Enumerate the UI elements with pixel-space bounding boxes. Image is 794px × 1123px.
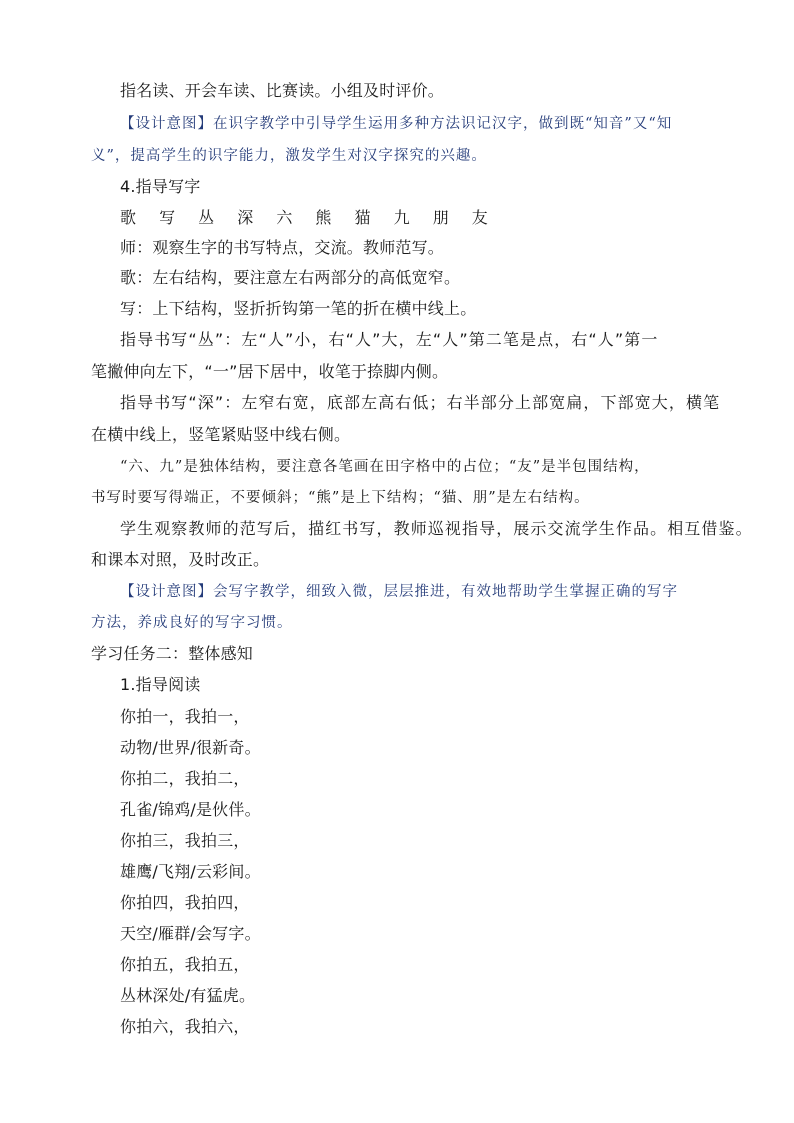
- text-line: 指导书写“丛”：左“人”小，右“人”大，左“人”第二笔是点，右“人”第一: [120, 330, 659, 349]
- text-line: 师：观察生字的书写特点，交流。教师范写。: [120, 238, 445, 257]
- text-line: 和课本对照，及时改正。: [91, 550, 270, 569]
- design-intent-line: 方法，养成良好的写字习惯。: [91, 615, 293, 631]
- chant-line: 天空/雁群/会写字。: [120, 924, 261, 943]
- chant-line: 你拍四，我拍四，: [120, 893, 250, 912]
- text-line: 歌：左右结构，要注意左右两部分的高低宽窄。: [120, 268, 461, 287]
- chant-line: 你拍二，我拍二，: [120, 769, 250, 788]
- text-line: 指导书写“深”：左窄右宽，底部左高右低；右半部分上部宽扁，下部宽大，横笔: [120, 393, 721, 412]
- chant-line: 丛林深处/有猛虎。: [120, 986, 256, 1005]
- chant-line: 动物/世界/很新奇。: [120, 738, 261, 757]
- text-line: 写：上下结构，竖折折钩第一笔的折在横中线上。: [120, 299, 477, 318]
- text-line: 学生观察教师的范写后，描红书写，教师巡视指导，展示交流学生作品。相互借鉴。: [120, 519, 753, 538]
- design-intent-line: 【设计意图】会写字教学，细致入微，层层推进，有效地帮助学生掌握正确的写字: [120, 584, 678, 600]
- chant-line: 雄鹰/飞翔/云彩间。: [120, 862, 261, 881]
- text-line: 书写时要写得端正，不要倾斜；“熊”是上下结构；“猫、朋”是左右结构。: [91, 490, 590, 506]
- text-line: 在横中线上，竖笔紧贴竖中线右侧。: [91, 425, 351, 444]
- chant-line: 孔雀/锦鸡/是伙伴。: [120, 800, 261, 819]
- text-line: “六、九”是独体结构，要注意各笔画在田字格中的占位；“友”是半包围结构，: [120, 459, 650, 475]
- text-line: 指名读、开会车读、比赛读。小组及时评价。: [120, 81, 445, 100]
- chant-line: 你拍五，我拍五，: [120, 955, 250, 974]
- chant-line: 你拍六，我拍六，: [120, 1017, 250, 1036]
- section-heading: 4.指导写字: [120, 177, 201, 196]
- character-list: 歌 写 丛 深 六 熊 猫 九 朋 友: [120, 208, 497, 227]
- chant-line: 你拍三，我拍三，: [120, 831, 250, 850]
- design-intent-line: 义”，提高学生的识字能力，激发学生对汉字探究的兴趣。: [91, 148, 487, 164]
- design-intent-line: 【设计意图】在识字教学中引导学生运用多种方法识记汉字，做到既“知音”又“知: [120, 116, 673, 132]
- section-heading: 1.指导阅读: [120, 675, 201, 694]
- chant-line: 你拍一，我拍一，: [120, 707, 250, 726]
- section-heading: 学习任务二：整体感知: [91, 644, 254, 663]
- text-line: 笔撇伸向左下，“一”居下居中，收笔于捺脚内侧。: [91, 362, 449, 381]
